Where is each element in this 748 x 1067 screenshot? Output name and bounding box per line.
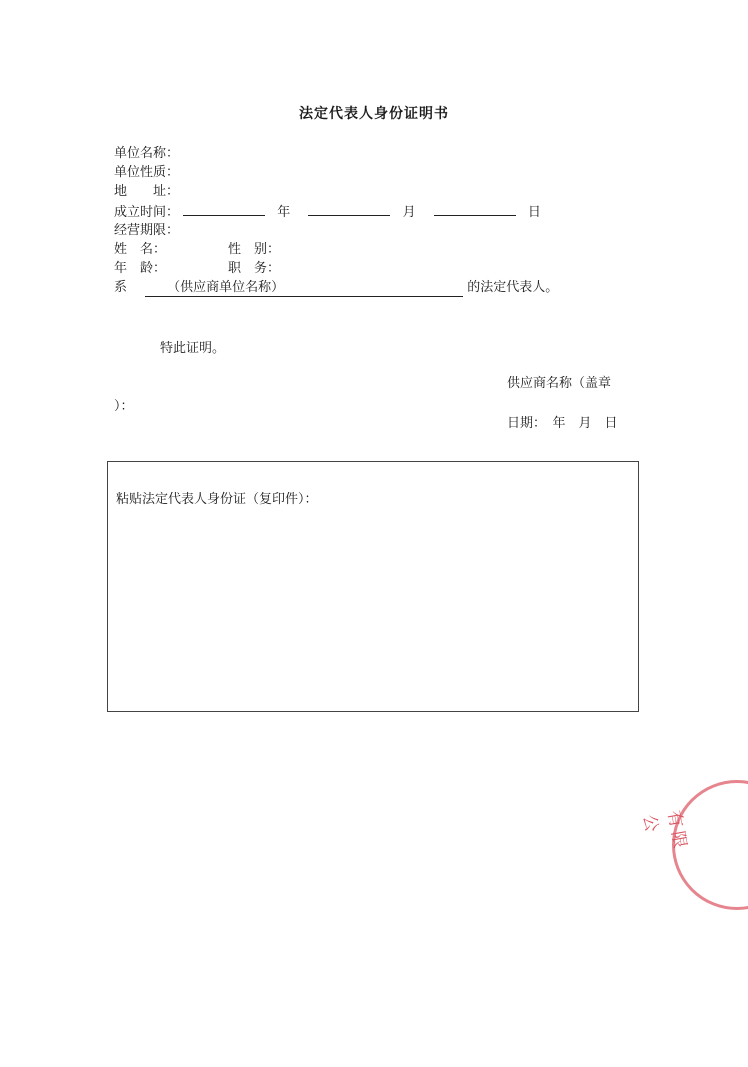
- unit-nature-label: 单位性质：: [114, 165, 180, 180]
- certify-text: 特此证明。: [160, 341, 226, 356]
- supplier-seal-label: 供应商名称（盖章: [507, 376, 612, 391]
- day-label: 日: [527, 205, 541, 220]
- age-label: 年 龄：: [114, 261, 167, 276]
- date-line: 日期： 年 月 日: [507, 416, 618, 431]
- gender-label: 性 别：: [228, 242, 281, 257]
- supplier-name-field[interactable]: [145, 280, 463, 297]
- document-title: 法定代表人身份证明书: [299, 106, 449, 122]
- seal-text: 有限公: [638, 808, 691, 854]
- is-prefix: 系: [114, 280, 128, 295]
- address-label: 地 址：: [114, 184, 180, 199]
- unit-name-label: 单位名称：: [114, 146, 180, 161]
- established-line: [114, 203, 541, 221]
- representative-line: [114, 280, 558, 297]
- position-label: 职 务：: [228, 261, 281, 276]
- year-blank[interactable]: [183, 203, 265, 216]
- supplier-name-placeholder: （供应商单位名称）: [167, 280, 285, 295]
- established-label: 成立时间：: [114, 205, 180, 220]
- name-label: 姓 名：: [114, 242, 167, 257]
- term-label: 经营期限：: [114, 223, 180, 238]
- year-label: 年: [277, 205, 291, 220]
- day-blank[interactable]: [434, 203, 516, 216]
- id-card-paste-box[interactable]: [107, 461, 639, 712]
- month-blank[interactable]: [308, 203, 390, 216]
- paste-label: 粘贴法定代表人身份证（复印件）：: [116, 492, 318, 507]
- supplier-seal-close: ）：: [114, 399, 134, 414]
- is-suffix: 的法定代表人。: [467, 280, 559, 295]
- month-label: 月: [402, 205, 416, 220]
